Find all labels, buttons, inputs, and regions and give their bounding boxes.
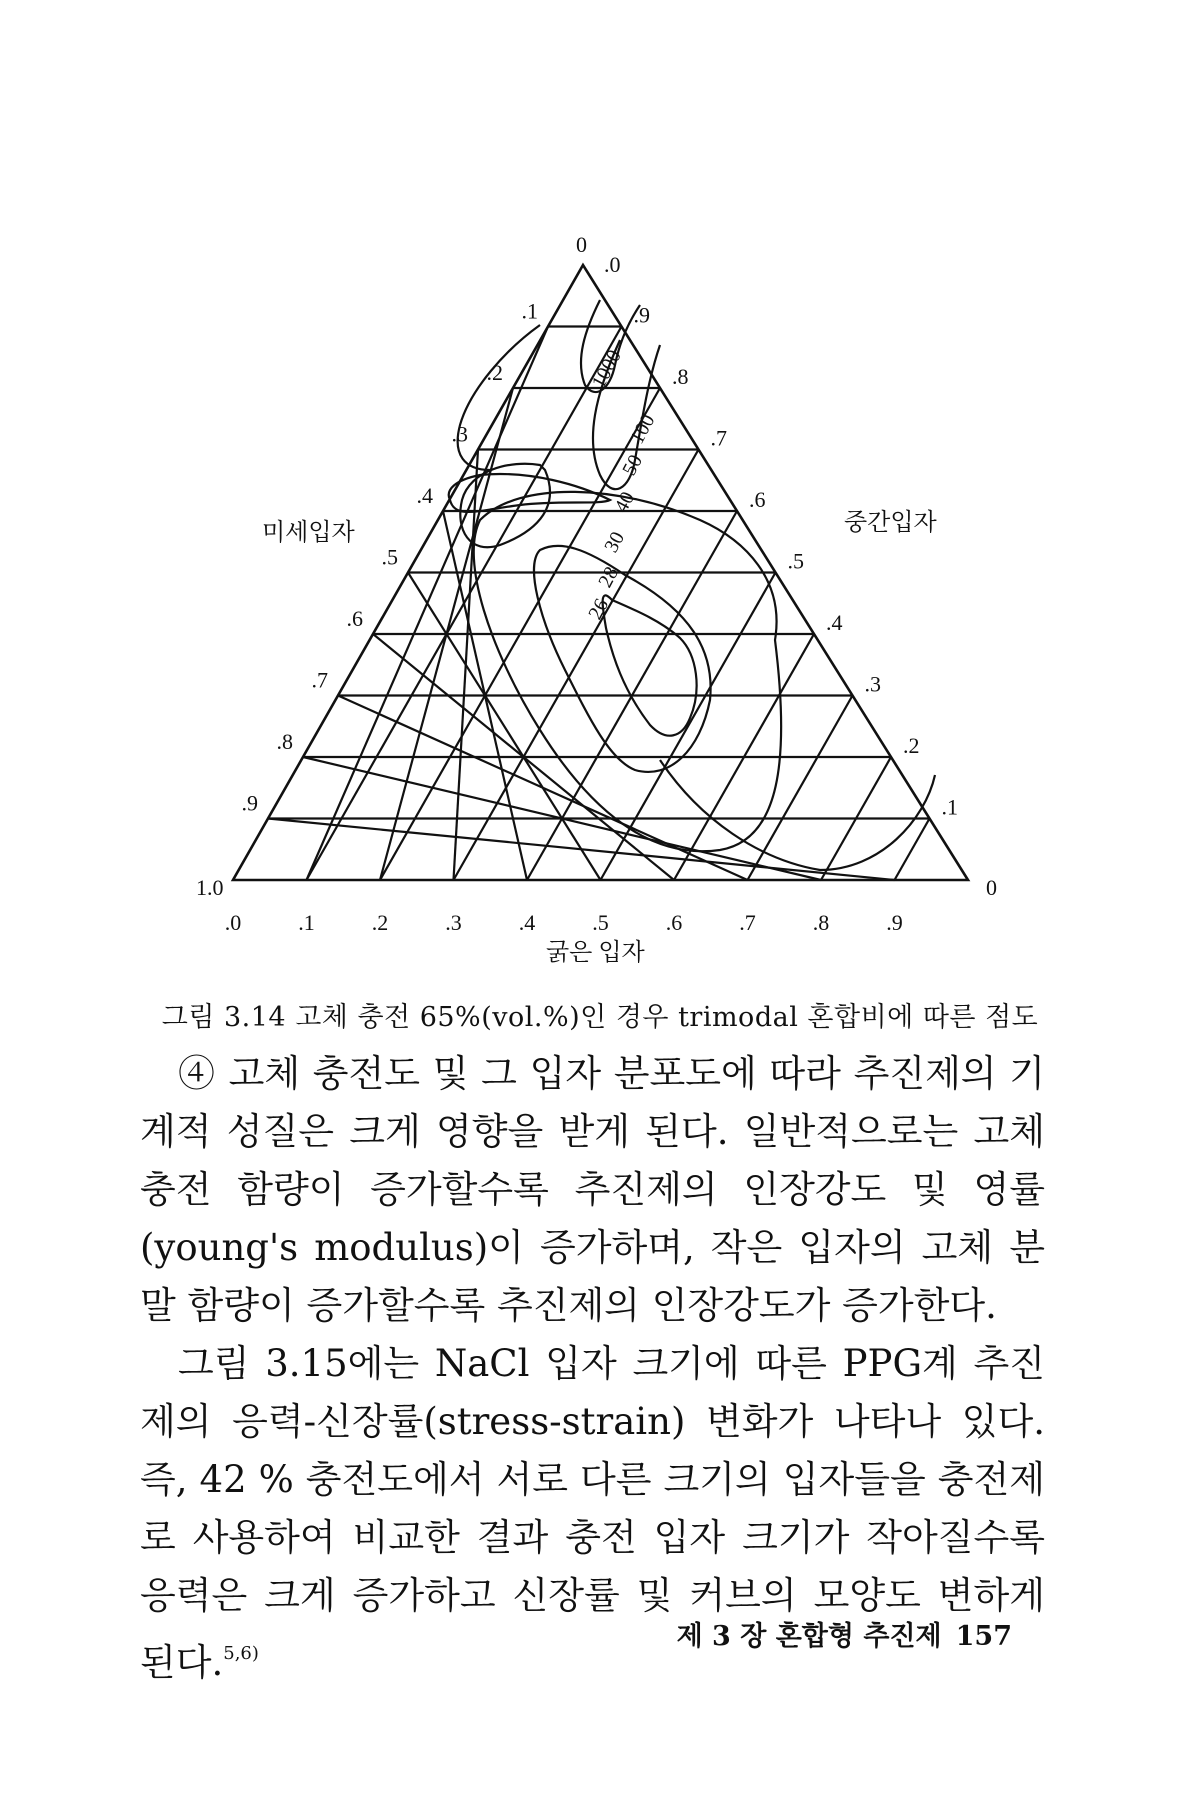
grid-line-falling [408,573,601,881]
left-axis-label: 미세입자 [262,520,355,546]
right-tick-label: .7 [710,425,727,451]
bottom-tick-label: .8 [812,910,830,935]
right-axis-ticks [634,303,959,820]
bottom-tick-label: .5 [592,910,609,935]
figure-number: 그림 3.14 [161,1002,287,1033]
left-tick-label: .7 [311,667,328,693]
bottom-tick-label: .9 [886,910,903,935]
left-tick-label: .5 [381,544,398,570]
right-tick-label: .2 [903,733,920,758]
contour-30 [474,492,781,851]
grid-line-rising [895,819,930,881]
bottom-tick-label: .6 [665,910,683,935]
reference-superscript: 5,6) [223,1643,259,1664]
apex-label-top: 0 [576,232,587,257]
contour-value-label: 26 [584,595,614,624]
bottom-tick-label: .1 [298,910,315,935]
bottom-axis-ticks [225,910,903,935]
left-tick-label: .2 [486,360,503,385]
grid-line-rising [454,450,699,881]
contour-value-label: 100 [625,410,660,448]
right-tick-label: .9 [633,302,650,328]
contour-value-label: 40 [610,488,640,517]
bottom-tick-label: .7 [739,910,756,935]
body-text [140,1045,1045,1692]
right-axis-label: 중간입자 [844,510,937,536]
bottom-tick-label: .4 [518,910,536,935]
contour-28 [534,546,711,772]
contour-value-label: 1000 [587,346,626,393]
left-tick-label: .4 [416,483,433,508]
contour-value-label: 50 [618,451,648,480]
figure-caption [0,995,1200,1034]
left-tick-label: .6 [346,606,363,631]
bottom-tick-label: .2 [371,910,389,935]
apex-label-top-right: .0 [604,252,621,277]
chapter-title: 제 3 장 혼합형 추진제 [676,1621,942,1652]
contour-lower-right [660,760,935,870]
left-tick-label: .9 [241,790,258,816]
right-tick-label: .5 [787,548,804,574]
right-tick-label: .4 [826,610,843,635]
right-tick-label: .1 [941,794,958,820]
left-tick-label: .1 [521,298,538,324]
bottom-tick-label: .0 [224,910,242,935]
apex-label-bottom-right: 0 [986,875,997,900]
right-tick-label: .6 [749,487,766,512]
contour-value-label: 30 [600,528,630,557]
left-tick-label: .8 [276,729,293,754]
right-tick-label: .3 [864,671,881,697]
bottom-axis-label: 굵은 입자 [546,940,645,966]
left-tick-label: .3 [451,421,468,447]
page-number: 157 [955,1621,1012,1652]
bottom-tick-label: .3 [445,910,462,935]
contour-value-label: 28 [594,563,624,592]
page-footer [677,1614,1012,1653]
figure-caption-text: 고체 충전 65%(vol.%)인 경우 trimodal 혼합비에 따른 점도 [295,1002,1039,1033]
left-axis-ticks [242,299,539,816]
apex-label-bottom-left: 1.0 [196,875,224,900]
paragraph-2-text: 그림 3.15에는 NaCl 입자 크기에 따른 PPG계 추진제의 응력-신장률(stress-strain) 변화가 나타나 있다. 즉, 42 % 충전도에서 서로 다른 크기의 입자들을 충전제로 사용하여 비교한 결과 충전 입자 크기가 작아질수록 응력은 크게 증가하고 신장률 및 커브의 모양도 변하게 된다. [140,1342,1045,1684]
contour-outer-left [458,325,540,470]
paragraph-1: ④ 고체 충전도 및 그 입자 분포도에 따라 추진제의 기계적 성질은 크게 영향을 받게 된다. 일반적으로는 고체 충전 함량이 증가할수록 추진제의 인장강도 및 영률(young's modulus)이 증가하며, 작은 입자의 고체 분말 함량이 증가할수록 추진제의 인장강도가 증가한다. [140,1052,1045,1327]
right-tick-label: .8 [672,364,689,389]
grid-line-falling [268,819,895,881]
